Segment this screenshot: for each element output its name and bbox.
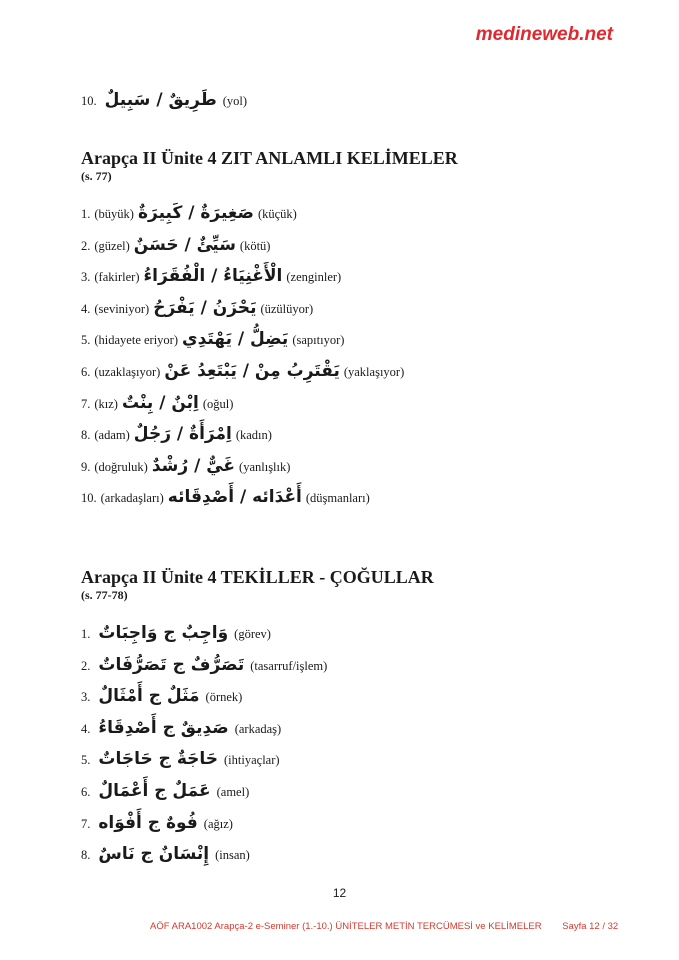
plural-row (81, 623, 271, 643)
turkish-left: (büyük) (94, 207, 134, 221)
antonym-row (81, 424, 272, 444)
antonym-row (81, 456, 290, 476)
plural-row (81, 686, 242, 706)
turkish-gloss: (amel) (216, 785, 250, 799)
item-number: 1. (81, 207, 91, 221)
turkish-left: (kız) (94, 396, 118, 411)
turkish-right: (sapıtıyor) (292, 333, 345, 348)
item-number: 2. (81, 658, 91, 673)
item-number: 7. (81, 816, 91, 831)
turkish-right: (oğul) (202, 396, 234, 411)
footer-text: AÖF ARA1002 Arapça-2 e-Seminer (1.-10.) ÜNİTELER METİN TERCÜMESİ ve KELİMELER (150, 921, 542, 932)
arabic-word: يَضِلُّ / يَهْتَدِي (182, 329, 289, 350)
turkish-gloss: (ihtiyaçlar) (224, 753, 280, 768)
item-number: 6. (81, 785, 91, 799)
arabic-word: تَصَرُّفٌ ج تَصَرُّفَاتٌ (98, 654, 245, 675)
turkish-right: (kötü) (239, 238, 271, 253)
antonym-row (81, 393, 233, 413)
turkish-gloss: (insan) (215, 848, 250, 863)
plural-row (81, 844, 250, 864)
turkish-right: (küçük) (257, 207, 297, 221)
item-number: 3. (81, 690, 91, 705)
section-ref-plurals: (s. 77-78) (81, 588, 128, 602)
item-number: 10. (81, 491, 97, 506)
section-title-plurals: Arapça II Ünite 4 TEKİLLER - ÇOĞULLAR (81, 567, 434, 587)
turkish-gloss: (yol) (222, 94, 248, 108)
turkish-right: (üzülüyor) (260, 301, 314, 316)
item-number: 5. (81, 753, 91, 768)
antonym-row (81, 203, 297, 223)
item-number: 4. (81, 721, 91, 736)
antonym-row (81, 329, 344, 349)
item-number: 1. (81, 627, 91, 641)
item-number: 9. (81, 459, 91, 474)
turkish-right: (düşmanları) (305, 491, 370, 506)
turkish-left: (adam) (94, 428, 130, 443)
turkish-right: (yaklaşıyor) (343, 365, 405, 379)
turkish-left: (arkadaşları) (100, 491, 164, 506)
item-number: 10. (81, 94, 97, 108)
arabic-word: عَمَلٌ ج أَعْمَالٌ (98, 781, 211, 801)
item-number: 6. (81, 365, 91, 379)
turkish-left: (doğruluk) (94, 459, 148, 474)
item-number: 8. (81, 428, 91, 443)
plural-row (81, 781, 249, 801)
arabic-word: حَاجَةٌ ج حَاجَاتٌ (98, 749, 219, 770)
arabic-word: طَرِيقٌ / سَبِيلٌ (104, 90, 217, 110)
arabic-word: إِنْسَانٌ ج نَاسٌ (98, 844, 210, 865)
arabic-word: يَحْزَنُ / يَفْرَحُ (153, 297, 257, 318)
arabic-word: الْأَغْنِيَاءُ / الْفُقَرَاءُ (143, 266, 283, 287)
turkish-gloss: (örnek) (205, 690, 243, 705)
turkish-left: (güzel) (94, 238, 130, 253)
turkish-right: (kadın) (235, 428, 272, 443)
section-title-antonyms: Arapça II Ünite 4 ZIT ANLAMLI KELİMELER (81, 148, 458, 168)
arabic-word: غَيٌّ / رُشْدٌ (151, 455, 236, 476)
arabic-word: وَاجِبٌ ج وَاجِبَاتٌ (98, 623, 229, 643)
turkish-left: (fakirler) (94, 270, 140, 285)
turkish-left: (seviniyor) (94, 301, 150, 316)
page-number: 12 (332, 886, 347, 900)
plural-row (81, 718, 281, 738)
footer-page: Sayfa 12 / 32 (562, 921, 619, 932)
item-number: 5. (81, 333, 91, 348)
footer (150, 921, 618, 932)
turkish-gloss: (tasarruf/işlem) (250, 658, 328, 673)
item-number: 3. (81, 270, 91, 285)
turkish-gloss: (görev) (234, 627, 271, 641)
antonym-row (81, 487, 370, 507)
plural-row (81, 655, 327, 675)
arabic-word: صَغِيرَةٌ / كَبِيرَةٌ (137, 203, 254, 223)
arabic-word: فُوهٌ ج أَفْوَاه (98, 812, 198, 833)
turkish-right: (zenginler) (286, 270, 342, 285)
item-number: 8. (81, 848, 91, 863)
turkish-gloss: (arkadaş) (234, 721, 282, 736)
turkish-gloss: (ağız) (203, 816, 233, 831)
plural-row (81, 749, 280, 769)
turkish-left: (hidayete eriyor) (94, 333, 179, 348)
arabic-word: سَيِّئٌ / حَسَنٌ (133, 234, 236, 255)
item-number: 7. (81, 396, 91, 411)
antonym-row (81, 361, 404, 381)
section-ref-antonyms: (s. 77) (81, 169, 112, 183)
antonym-row (81, 266, 341, 286)
arabic-word: مَثَلٌ ج أَمْثَالٌ (98, 686, 200, 707)
item-number: 2. (81, 238, 91, 253)
vocab-row-top (81, 90, 247, 110)
antonym-row (81, 298, 313, 318)
turkish-left: (uzaklaşıyor) (94, 365, 161, 379)
arabic-word: أَعْدَائه / أَصْدِقَائه (167, 487, 302, 508)
arabic-word: اِمْرَأَةٌ / رَجُلٌ (133, 424, 232, 445)
plural-row (81, 813, 233, 833)
arabic-word: اِبْنٌ / بِنْتٌ (121, 392, 199, 413)
arabic-word: صَدِيقٌ ج أَصْدِقَاءُ (98, 717, 229, 738)
antonym-row (81, 235, 270, 255)
item-number: 4. (81, 301, 91, 316)
site-watermark: medineweb.net (475, 24, 613, 45)
arabic-word: يَقْتَرِبُ مِنْ / يَبْتَعِدُ عَنْ (164, 361, 340, 381)
turkish-right: (yanlışlık) (239, 459, 291, 474)
